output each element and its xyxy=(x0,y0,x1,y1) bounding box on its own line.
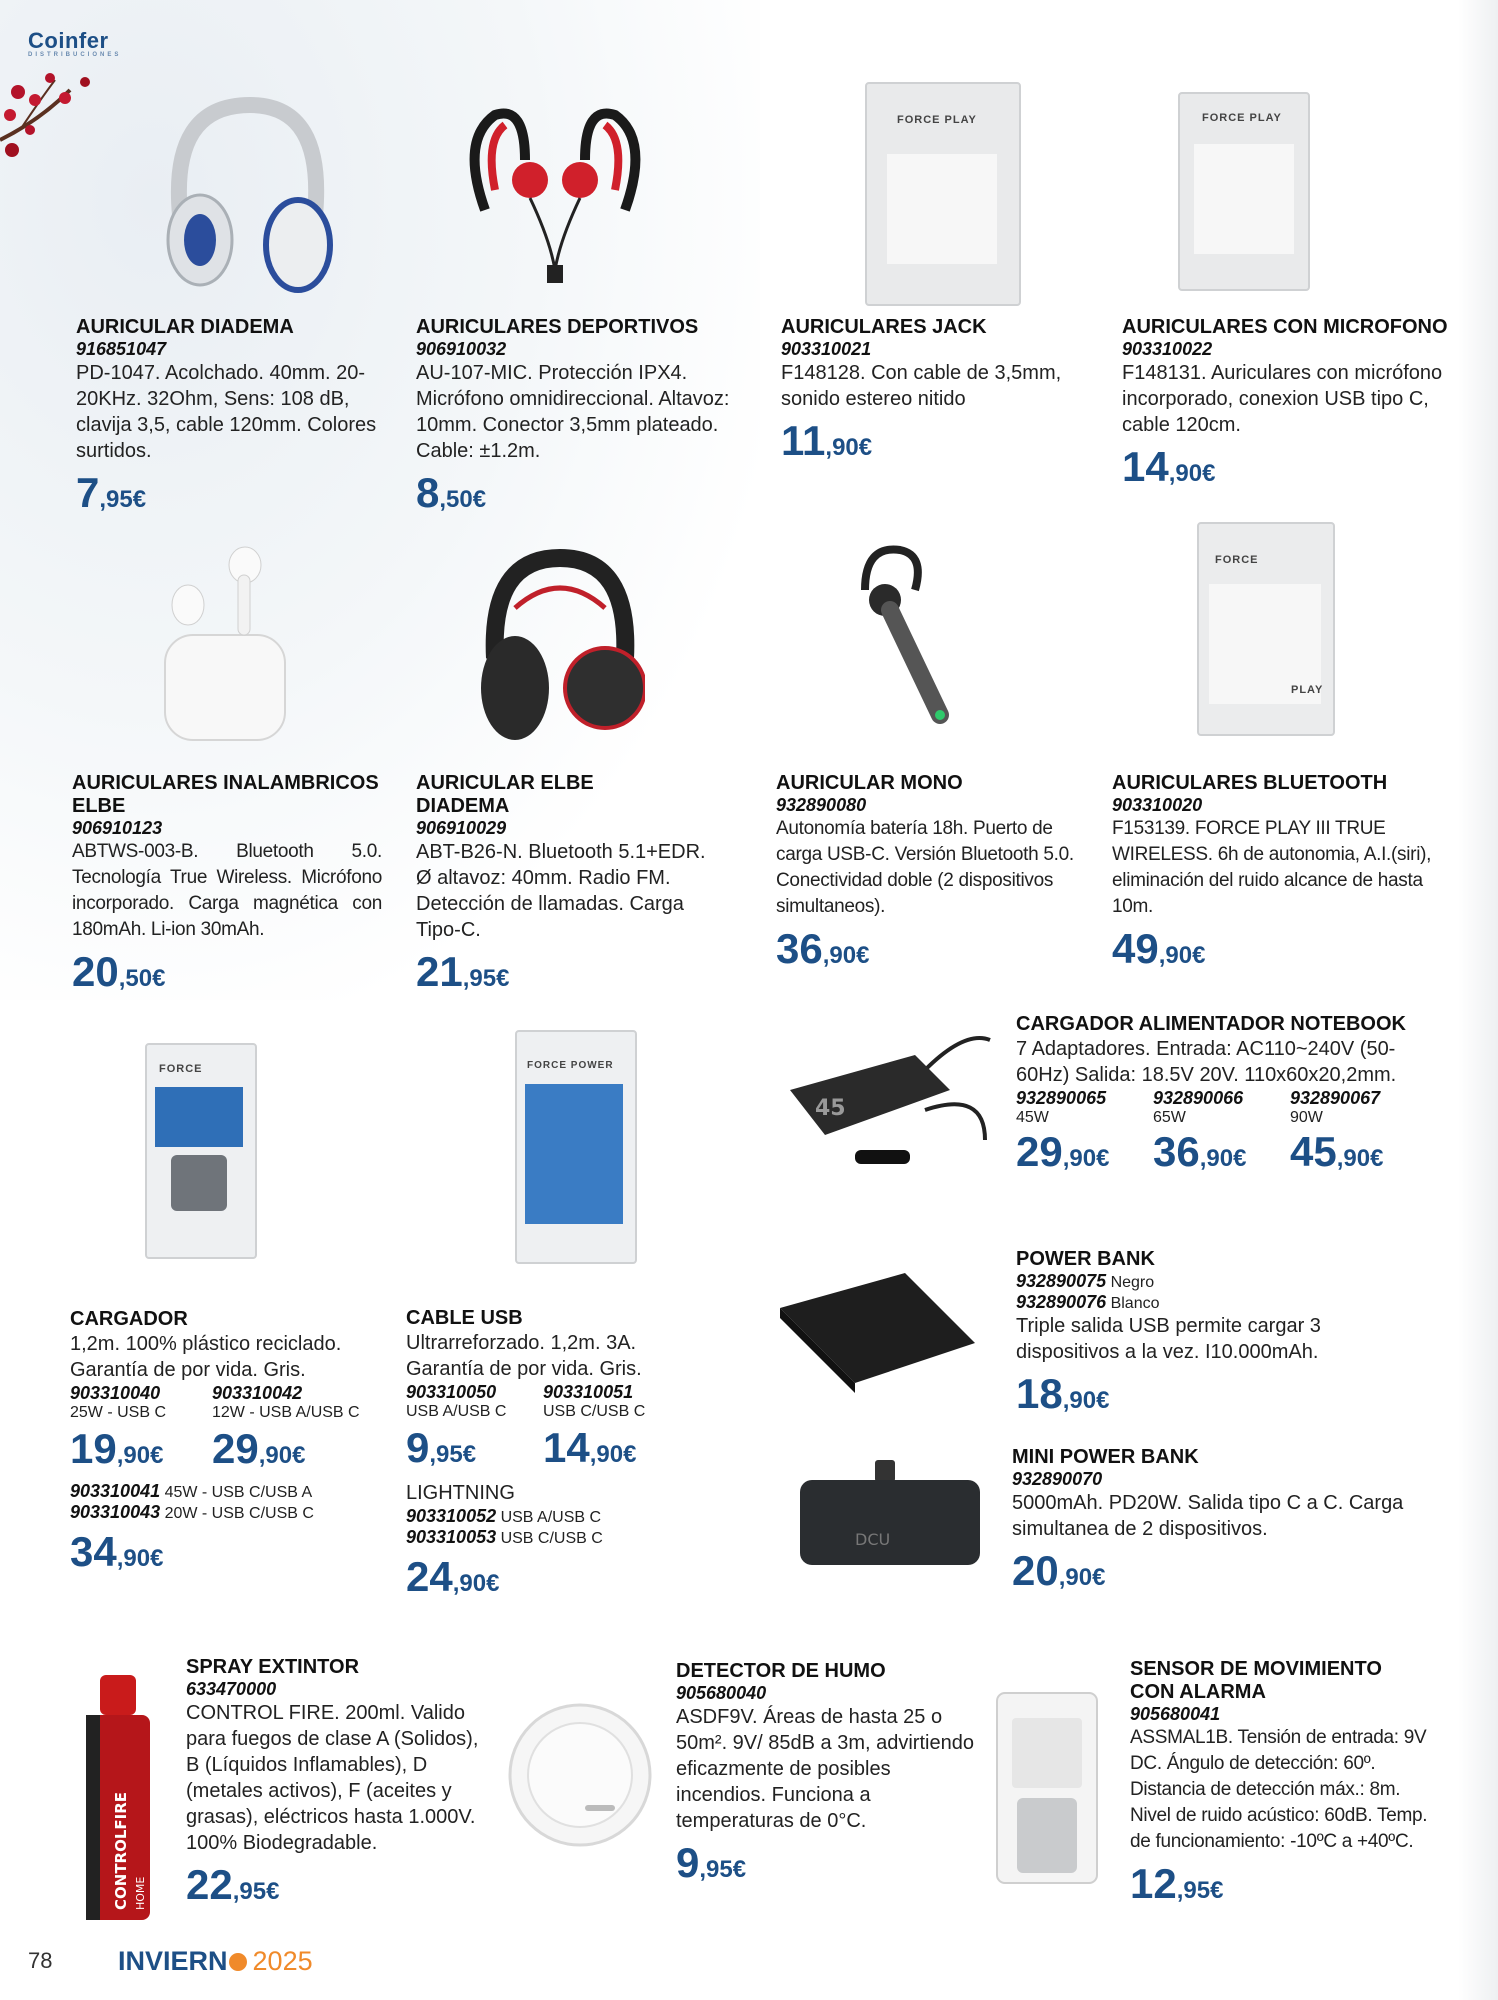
product-name: AURICULAR ELBE DIADEMA xyxy=(416,772,594,817)
product-auricular-elbe xyxy=(416,772,726,1004)
mini-power-bank-image xyxy=(795,1460,985,1570)
product-desc: F153139. FORCE PLAY III TRUE WIRELESS. 6h de autonomia, A.I.(siri), eliminación del ruido alcance de hasta 10m. xyxy=(1112,818,1432,917)
product-price: 18,90€ xyxy=(1016,1370,1110,1417)
product-price: 14,90€ xyxy=(1122,443,1216,490)
product-price: 7,95€ xyxy=(76,469,147,516)
variant: 932890065 45W 29,90€ xyxy=(1016,1088,1110,1175)
berries-decoration xyxy=(0,70,110,160)
product-desc: 1,2m. 100% plástico reciclado. Garantía de por vida. Gris. xyxy=(70,1333,342,1381)
product-desc: F148128. Con cable de 3,5mm, sonido estereo nitido xyxy=(781,362,1062,410)
product-name: MINI POWER BANK xyxy=(1012,1446,1199,1468)
product-code: 905680040 xyxy=(676,1683,767,1703)
product-name: AURICULAR DIADEMA xyxy=(76,316,294,338)
product-price: 8,50€ xyxy=(416,469,487,516)
page-number: 78 xyxy=(28,1948,53,1973)
product-code: 932890070 xyxy=(1012,1469,1103,1489)
product-auriculares-inalambricos xyxy=(72,772,382,1004)
variant: 932890067 90W 45,90€ xyxy=(1290,1088,1384,1175)
variant-line: 903310041 45W - USB C/USB A xyxy=(70,1481,313,1501)
product-name: AURICULAR MONO xyxy=(776,772,963,794)
product-name: POWER BANK xyxy=(1016,1248,1155,1270)
product-desc: ABT-B26-N. Bluetooth 5.1+EDR. Ø altavoz: 40mm. Radio FM. Detección de llamadas. Carga Tipo-C. xyxy=(416,841,706,941)
mic-earphones-package: FORCE PLAY xyxy=(1178,92,1310,291)
product-code: 916851047 xyxy=(76,339,167,359)
wireless-earbuds-image xyxy=(160,545,290,745)
product-name: CARGADOR ALIMENTADOR NOTEBOOK xyxy=(1016,1013,1406,1035)
product-name: SPRAY EXTINTOR xyxy=(186,1656,360,1678)
season-o-icon xyxy=(229,1953,247,1971)
product-cable-usb xyxy=(406,1307,706,1609)
product-price: 36,90€ xyxy=(776,925,870,972)
product-auriculares-jack xyxy=(781,316,1091,473)
product-desc: Triple salida USB permite cargar 3 dispositivos a la vez. I10.000mAh. xyxy=(1016,1315,1321,1363)
product-desc: Ultrarreforzado. 1,2m. 3A. Garantía de por vida. Gris. xyxy=(406,1332,642,1380)
product-price: 20,50€ xyxy=(72,948,166,995)
product-desc: AU-107-MIC. Protección IPX4. Micrófono omnidireccional. Altavoz: 10mm. Conector 3,5mm plateado. Cable: ±1.2m. xyxy=(416,362,730,462)
product-price: 9,95€ xyxy=(676,1839,747,1886)
product-name: AURICULARES DEPORTIVOS xyxy=(416,316,699,338)
product-cargador-notebook xyxy=(1016,1013,1436,1184)
product-price: 12,95€ xyxy=(1130,1860,1224,1907)
fire-spray-can-image xyxy=(78,1675,158,1925)
product-name: DETECTOR DE HUMO xyxy=(676,1660,886,1682)
motion-sensor-image xyxy=(992,1688,1102,1888)
notebook-charger-image xyxy=(785,1030,995,1180)
product-desc: CONTROL FIRE. 200ml. Valido para fuegos de clase A (Solidos), B (Líquidos Inflamables), D (metales activos), F (aceites y grasas), eléctricos hasta 1.000V. 100% Biodegradable. xyxy=(186,1702,479,1854)
svg-text:CONTROLFIRE: CONTROLFIRE xyxy=(112,1791,130,1910)
brand-logo: Coinfer DISTRIBUCIONES xyxy=(28,28,122,58)
product-name: AURICULARES CON MICROFONO xyxy=(1122,316,1448,338)
product-name: AURICULARES BLUETOOTH xyxy=(1112,772,1388,794)
charger-package: FORCE xyxy=(145,1043,257,1259)
product-detector-humo xyxy=(676,1660,976,1895)
variant-line: 903310043 20W - USB C/USB C xyxy=(70,1502,314,1522)
product-desc: ASSMAL1B. Tensión de entrada: 9V DC. Ángulo de detección: 60º. Distancia de detección máx.: 8m. Nivel de ruido acústico: 60dB. Temp. de funcionamiento: -10ºC a +40ºC. xyxy=(1130,1727,1428,1852)
product-code: 905680041 xyxy=(1130,1704,1221,1724)
product-price: 20,90€ xyxy=(1012,1547,1106,1594)
product-cargador xyxy=(70,1308,400,1584)
product-price: 49,90€ xyxy=(1112,925,1206,972)
product-desc: ASDF9V. Áreas de hasta 25 o 50m². 9V/ 85dB a 3m, advirtiendo eficazmente de posibles incendios. Funciona a temperaturas de 0°C. xyxy=(676,1706,974,1832)
product-name: SENSOR DE MOVIMIENTO CON ALARMA xyxy=(1130,1658,1382,1703)
product-price: 11,90€ xyxy=(781,417,873,464)
product-code: 906910032 xyxy=(416,339,507,359)
lightning-label: LIGHTNING xyxy=(406,1482,515,1504)
smoke-detector-image xyxy=(505,1700,655,1850)
power-bank-image xyxy=(775,1268,985,1398)
season-label: INVIERN 2025 xyxy=(118,1946,313,1976)
variant-line: 903310053 USB C/USB C xyxy=(406,1527,603,1547)
product-auricular-mono xyxy=(776,772,1086,981)
product-desc: ABTWS-003-B. Bluetooth 5.0. Tecnología True Wireless. Micrófono incorporado. Carga magnética con 180mAh. Li-ion 30mAh. xyxy=(72,841,382,940)
variant: 903310040 25W - USB C 19,90€ xyxy=(70,1383,167,1472)
bluetooth-headphones-image xyxy=(475,548,645,748)
product-desc: 7 Adaptadores. Entrada: AC110~240V (50-60Hz) Salida: 18.5V 20V. 110x60x20,2mm. xyxy=(1016,1038,1397,1086)
product-code: 906910123 xyxy=(72,818,163,838)
product-name: CABLE USB xyxy=(406,1307,523,1329)
jack-earphones-package: FORCE PLAY xyxy=(865,82,1021,306)
sport-earphones-image xyxy=(455,100,655,290)
product-code: 903310021 xyxy=(781,339,872,359)
product-code: 903310020 xyxy=(1112,795,1203,815)
product-auriculares-microfono xyxy=(1122,316,1452,499)
product-price: 34,90€ xyxy=(70,1528,164,1575)
variant: 903310051 USB C/USB C 14,90€ xyxy=(543,1382,646,1471)
product-code: 903310022 xyxy=(1122,339,1213,359)
bluetooth-earbuds-package: FORCE PLAY xyxy=(1197,522,1335,736)
variant: 903310042 12W - USB A/USB C 29,90€ xyxy=(212,1383,360,1472)
svg-text:45: 45 xyxy=(815,1096,846,1121)
mono-headset-image xyxy=(845,540,955,730)
product-price: 24,90€ xyxy=(406,1553,500,1600)
variant: 932890066 65W 36,90€ xyxy=(1153,1088,1247,1175)
product-name: AURICULARES INALAMBRICOS ELBE xyxy=(72,772,379,817)
product-desc: F148131. Auriculares con micrófono incorporado, conexion USB tipo C, cable 120cm. xyxy=(1122,362,1443,436)
product-code: 932890080 xyxy=(776,795,867,815)
variant-line: 903310052 USB A/USB C xyxy=(406,1506,602,1526)
product-power-bank: POWER BANK 932890075 Negro 932890076 Blanco Triple salida USB permite cargar 3 dispositivos a la vez. I10.000mAh. 18,90€ xyxy=(1016,1248,1416,1426)
page-edge-shadow xyxy=(1458,0,1498,2000)
product-auriculares-bluetooth xyxy=(1112,772,1432,981)
product-spray-extintor xyxy=(186,1656,486,1917)
usb-cable-package: FORCE POWER xyxy=(515,1030,637,1264)
product-code: 633470000 xyxy=(186,1679,277,1699)
product-desc: PD-1047. Acolchado. 40mm. 20-20KHz. 32Ohm, Sens: 108 dB, clavija 3,5, cable 120mm. Colores surtidos. xyxy=(76,362,377,462)
product-name: AURICULARES JACK xyxy=(781,316,987,338)
product-desc: Autonomía batería 18h. Puerto de carga USB-C. Versión Bluetooth 5.0. Conectividad doble (2 dispositivos simultaneos). xyxy=(776,818,1074,917)
product-code: 906910029 xyxy=(416,818,507,838)
product-price: 21,95€ xyxy=(416,948,510,995)
product-name: CARGADOR xyxy=(70,1308,188,1330)
product-price: 22,95€ xyxy=(186,1861,280,1908)
svg-text:HOME: HOME xyxy=(134,1876,147,1910)
product-auriculares-deportivos xyxy=(416,316,736,525)
headphones-image xyxy=(150,95,340,295)
product-auricular-diadema xyxy=(76,316,396,525)
product-mini-power-bank xyxy=(1012,1446,1432,1603)
variant: 903310050 USB A/USB C 9,95€ xyxy=(406,1382,507,1471)
product-sensor-movimiento xyxy=(1130,1658,1430,1916)
product-desc: 5000mAh. PD20W. Salida tipo C a C. Carga simultanea de 2 dispositivos. xyxy=(1012,1492,1404,1540)
svg-text:DCU: DCU xyxy=(855,1530,891,1549)
